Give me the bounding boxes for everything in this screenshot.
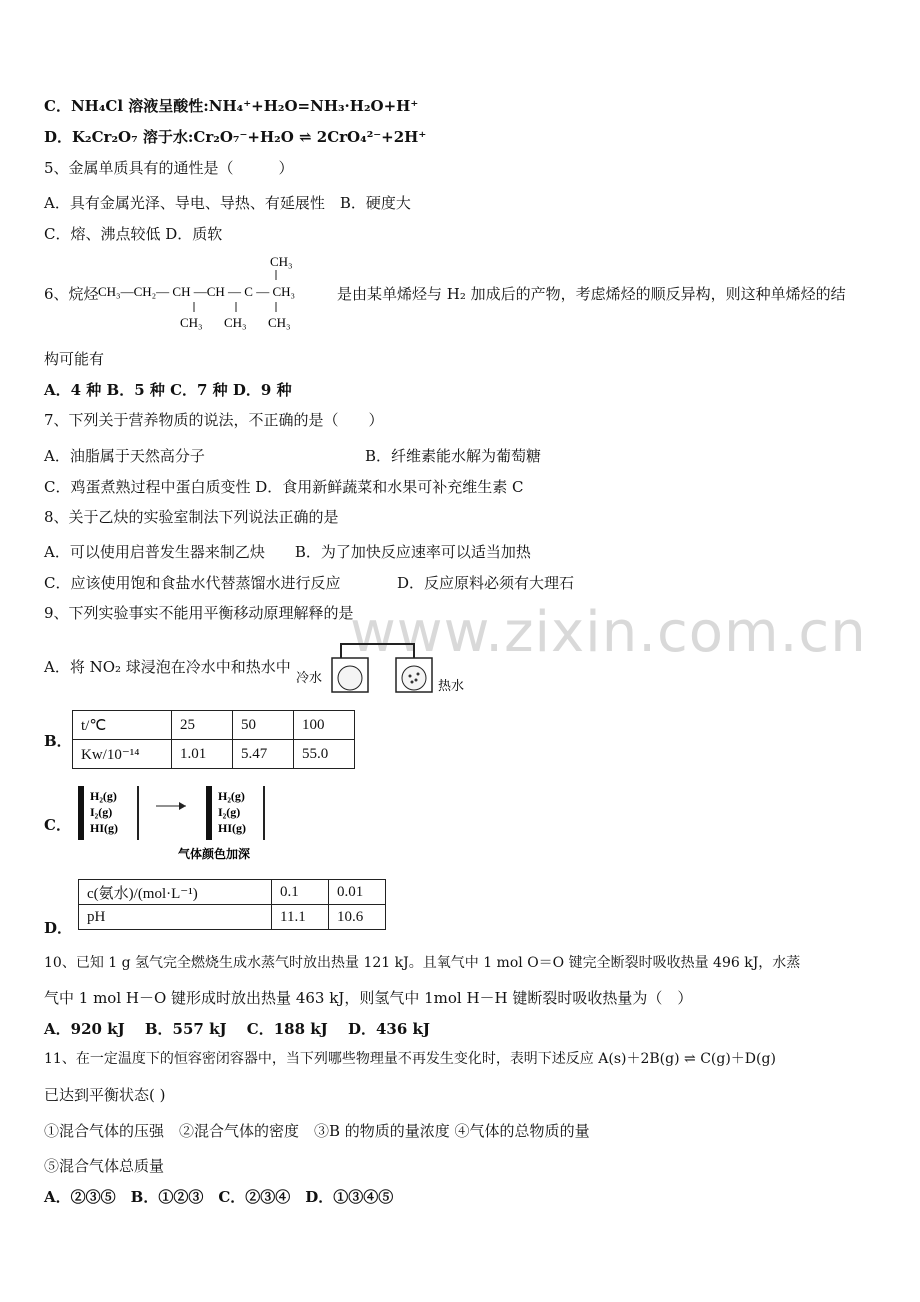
structure-top-methyl: CH₃ bbox=[270, 254, 293, 269]
table-cell: Kw/10⁻¹⁴ bbox=[73, 740, 172, 769]
question-6-prefix: 6、烷烃 bbox=[44, 285, 99, 303]
gas-color-deepens-caption: 气体颜色加深 bbox=[178, 847, 251, 861]
structure-branch-3: CH₃ bbox=[268, 315, 291, 330]
table-cell: 55.0 bbox=[294, 740, 355, 769]
q9-option-b: B． bbox=[44, 732, 72, 750]
table-row bbox=[73, 740, 355, 769]
table-cell: t/℃ bbox=[73, 711, 172, 740]
table-cell: 25 bbox=[172, 711, 233, 740]
table-cell: 100 bbox=[294, 711, 355, 740]
ammonia-ph-table bbox=[78, 879, 386, 930]
question-6-continued: 构可能有 bbox=[44, 350, 105, 368]
question-11-line-1: 11、在一定温度下的恒容密闭容器中，当下列哪些物理量不再发生变化时，表明下述反应 A(s)＋2B(g) ⇌ C(g)＋D(g) bbox=[44, 1051, 776, 1067]
table-cell: 1.01 bbox=[172, 740, 233, 769]
table-cell: 11.1 bbox=[272, 905, 329, 930]
left-i2-label: I₂(g) bbox=[90, 805, 113, 819]
question-7: 7、下列关于营养物质的说法，不正确的是（ ） bbox=[44, 411, 384, 429]
table-cell: 50 bbox=[233, 711, 294, 740]
left-hi-label: HI(g) bbox=[90, 821, 118, 835]
question-6-suffix: 是由某单烯烃与 H₂ 加成后的产物，考虑烯烃的顺反异构，则这种单烯烃的结 bbox=[337, 285, 846, 303]
right-hi-label: HI(g) bbox=[218, 821, 246, 835]
question-11-line-2: 已达到平衡状态( ) bbox=[44, 1086, 166, 1104]
q10-options: A．920 kJ B．557 kJ C．188 kJ D．436 kJ bbox=[44, 1020, 431, 1038]
table-cell: 0.1 bbox=[272, 880, 329, 905]
table-cell: 0.01 bbox=[329, 880, 386, 905]
cold-water-label: 冷水 bbox=[296, 671, 323, 686]
structure-main-chain: CH₃—CH₂— CH —CH — C — CH₃ bbox=[98, 284, 296, 299]
table-row bbox=[79, 880, 386, 905]
option-c-nh4cl: C．NH₄Cl 溶液呈酸性:NH₄⁺+H₂O=NH₃·H₂O+H⁺ bbox=[44, 97, 419, 115]
question-5: 5、金属单质具有的通性是（ ） bbox=[44, 159, 294, 177]
q7-options-cd: C．鸡蛋煮熟过程中蛋白质变性 D．食用新鲜蔬菜和水果可补充维生素 C bbox=[44, 478, 524, 496]
table-cell: 5.47 bbox=[233, 740, 294, 769]
q11-options: A．②③⑤ B．①②③ C．②③④ D．①③④⑤ bbox=[44, 1188, 394, 1206]
question-8: 8、关于乙炔的实验室制法下列说法正确的是 bbox=[44, 508, 339, 526]
structure-branch-1: CH₃ bbox=[180, 315, 203, 330]
table-cell: pH bbox=[79, 905, 272, 930]
question-10-line-2: 气中 1 mol H－O 键形成时放出热量 463 kJ，则氢气中 1mol H－H 键断裂时吸收热量为（ ） bbox=[44, 989, 693, 1007]
table-cell: 10.6 bbox=[329, 905, 386, 930]
watermark: www.zixin.com.cn bbox=[350, 600, 867, 665]
hot-water-label: 热水 bbox=[438, 679, 465, 694]
structure-branch-2: CH₃ bbox=[224, 315, 247, 330]
right-i2-label: I₂(g) bbox=[218, 805, 241, 819]
q8-options-ab: A．可以使用启普发生器来制乙炔 B．为了加快反应速率可以适当加热 bbox=[44, 543, 531, 561]
q9-option-c: C． bbox=[44, 816, 71, 834]
q6-options: A．4 种 B．5 种 C．7 种 D．9 种 bbox=[44, 381, 292, 399]
q9-option-a: A．将 NO₂ 球浸泡在冷水中和热水中 bbox=[44, 658, 291, 676]
right-h2-label: H₂(g) bbox=[218, 789, 245, 803]
q8-option-d: D．反应原料必须有大理石 bbox=[397, 574, 575, 592]
q5-options-ab: A．具有金属光泽、导电、导热、有延展性 B．硬度大 bbox=[44, 194, 411, 212]
table-row bbox=[79, 905, 386, 930]
option-d-k2cr2o7: D．K₂Cr₂O₇ 溶于水:Cr₂O₇⁻+H₂O ⇌ 2CrO₄²⁻+2H⁺ bbox=[44, 128, 427, 146]
table-cell: c(氨水)/(mol·L⁻¹) bbox=[79, 880, 272, 905]
hi-equilibrium-figure bbox=[74, 782, 274, 864]
question-11-line-3: ①混合气体的压强 ②混合气体的密度 ③B 的物质的量浓度 ④气体的总物质的量 bbox=[44, 1122, 590, 1140]
q8-option-c: C．应该使用饱和食盐水代替蒸馏水进行反应 bbox=[44, 574, 341, 592]
q7-option-a: A．油脂属于天然高分子 bbox=[44, 447, 205, 465]
q5-options-cd: C．熔、沸点较低 D．质软 bbox=[44, 225, 223, 243]
table-row bbox=[73, 711, 355, 740]
kw-temperature-table bbox=[72, 710, 355, 769]
q9-option-d: D． bbox=[44, 919, 73, 937]
alkane-structure-formula bbox=[98, 250, 338, 332]
question-9: 9、下列实验事实不能用平衡移动原理解释的是 bbox=[44, 604, 354, 622]
left-h2-label: H₂(g) bbox=[90, 789, 117, 803]
no2-beakers-figure bbox=[296, 640, 478, 698]
question-11-line-4: ⑤混合气体总质量 bbox=[44, 1157, 165, 1175]
question-10-line-1: 10、已知 1 g 氢气完全燃烧生成水蒸气时放出热量 121 kJ。且氧气中 1 mol O＝O 键完全断裂时吸收热量 496 kJ，水蒸 bbox=[44, 955, 801, 971]
q7-option-b: B．纤维素能水解为葡萄糖 bbox=[365, 447, 542, 465]
